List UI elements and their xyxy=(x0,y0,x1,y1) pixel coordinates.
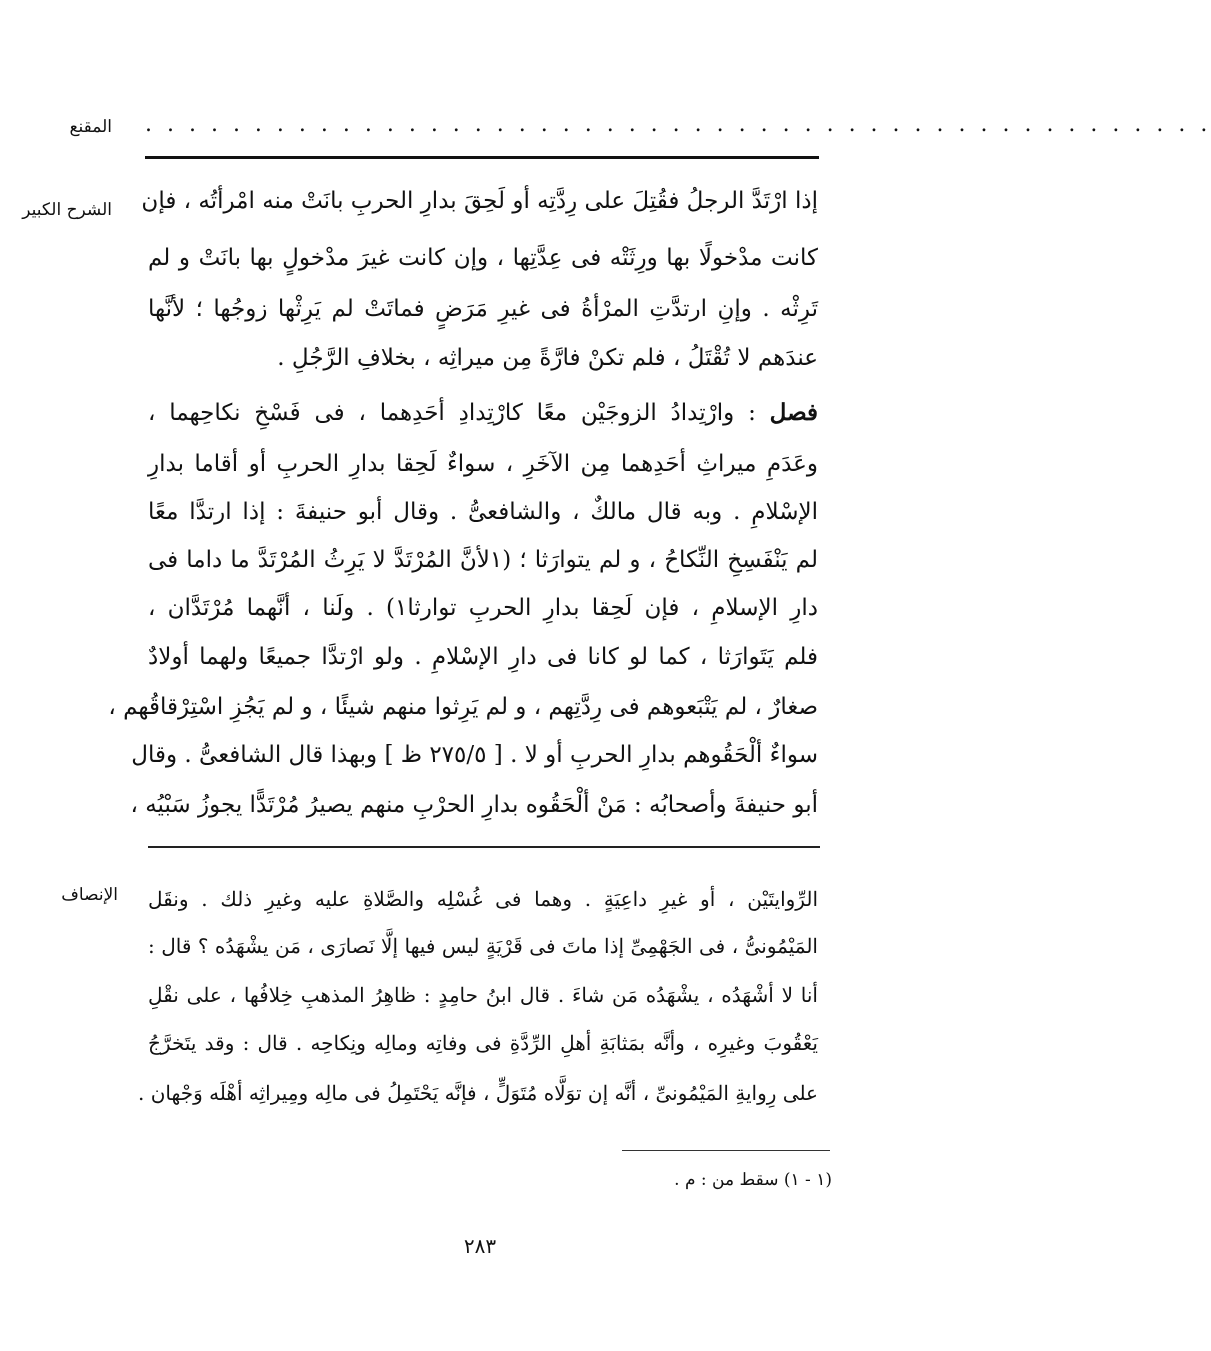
text-line: إذا ارْتَدَّ الرجلُ فقُتِلَ على رِدَّتِه أو لَحِقَ بدارِ الحربِ بانَتْ منه امْرأتُه ، فإن xyxy=(141,188,818,214)
text-line: الإسْلامِ . وبه قال مالكٌ ، والشافعىُّ . وقال أبو حنيفةَ : إذا ارتدَّا معًا xyxy=(148,499,818,525)
text-line: المَيْمُونىُّ ، فى الجَهْمِىِّ إذا ماتَ فى قَرْيَةٍ ليس فيها إلَّا نَصارَى ، مَن يشْهَدُه ؟ قال : xyxy=(148,934,818,958)
text-line: سواءٌ ألْحَقُوهم بدارِ الحربِ أو لا . [ ٢٧٥/٥ ظ ] وبهذا قال الشافعىُّ . وقال xyxy=(131,742,818,768)
footnote: (١ - ١) سقط من : م . xyxy=(674,1170,832,1190)
text-line: صغارٌ ، لم يَتْبَعوهم فى رِدَّتِهم ، و لم يَرِثوا منهم شيئًا ، و لم يَجُزِ اسْتِرْقاقُهم ، xyxy=(108,694,818,720)
text-line: عندَهم لا تُقْتَلُ ، فلم تكنْ فارَّةً مِن ميراثِه ، بخلافِ الرَّجُلِ . xyxy=(277,345,818,371)
margin-label-insaf: الإنصاف xyxy=(61,885,118,905)
text-span: : وارْتِدادُ الزوجَيْن معًا كارْتِدادِ أحَدِهما ، فى فَسْخِ نكاحِهما ، xyxy=(148,400,756,426)
text-line: أبو حنيفةَ وأصحابُه : مَنْ ألْحَقُوه بدارِ الحرْبِ منهم يصيرُ مُرْتَدًّا يجوزُ سَبْيُه ، xyxy=(130,792,818,818)
text-line: على رِوايةِ المَيْمُونىِّ ، أنَّه إن توَلَّاه مُتَوَلٍّ ، فإنَّه يَحْتَمِلُ فى مالِه ومِيراثِه أهْلَه وَجْهان . xyxy=(137,1081,818,1105)
margin-label-sharh: الشرح الكبير xyxy=(22,200,112,220)
page-number: ٢٨٣ xyxy=(463,1234,497,1258)
text-line: أنا لا أشْهَدُه ، يشْهَدُه مَن شاءَ . قال ابنُ حامِدٍ : ظاهِرُ المذهبِ خِلافُها ، على نقْلِ xyxy=(148,983,818,1007)
header-dot-leader: . . . . . . . . . . . . . . . . . . . . . . . . . . . . . . . . . . . . . . . . . . . . . . . . . xyxy=(145,112,1211,137)
text-line: دارِ الإسلامِ ، فإن لَحِقا بدارِ الحربِ توارثا١) . ولَنا ، أنَّهما مُرْتَدَّان ، xyxy=(148,595,818,621)
section-divider-rule xyxy=(148,846,820,848)
text-line: وعَدَمِ ميراثِ أحَدِهما مِن الآخَرِ ، سواءٌ لَحِقا بدارِ الحربِ أو أقاما بدارِ xyxy=(148,451,818,477)
text-line: لم يَنْفَسِخِ النِّكاحُ ، و لم يتوارَثا ؛ (١لأنَّ المُرْتَدَّ لا يَرِثُ المُرْتَدَّ ما داما فى xyxy=(148,547,818,573)
text-line: الرِّوايتَيْن ، أو غيرِ داعِيَةٍ . وهما فى غُسْلِه والصَّلاةِ عليه وغيرِ ذلك . ونقَل xyxy=(148,887,818,911)
text-line: تَرِثْه . وإنِ ارتدَّتِ المرْأةُ فى غيرِ مَرَضٍ فماتَتْ لم يَرِثْها زوجُها ؛ لأنَّها xyxy=(148,296,818,322)
running-header-title: المقنع xyxy=(69,117,112,137)
section-heading-fasl: فصل xyxy=(769,399,819,426)
footnote-rule xyxy=(622,1150,830,1151)
fasl-line xyxy=(148,398,818,432)
text-line: كانت مدْخولًا بها ورِثَتْه فى عِدَّتِها ، وإن كانت غيرَ مدْخولٍ بها بانَتْ و لم xyxy=(148,245,818,271)
text-line: فلم يَتَوارَثا ، كما لو كانا فى دارِ الإسْلامِ . ولو ارْتدَّا جميعًا ولهما أولادٌ xyxy=(148,644,818,670)
text-line: يَعْقُوبَ وغيرِه ، وأنَّه بمَثابَةِ أهلِ الرِّدَّةِ فى وفاتِه ومالِه ونِكاحِه . قال : وقد يتَخرَّجُ xyxy=(148,1031,818,1055)
header-rule xyxy=(145,156,819,159)
